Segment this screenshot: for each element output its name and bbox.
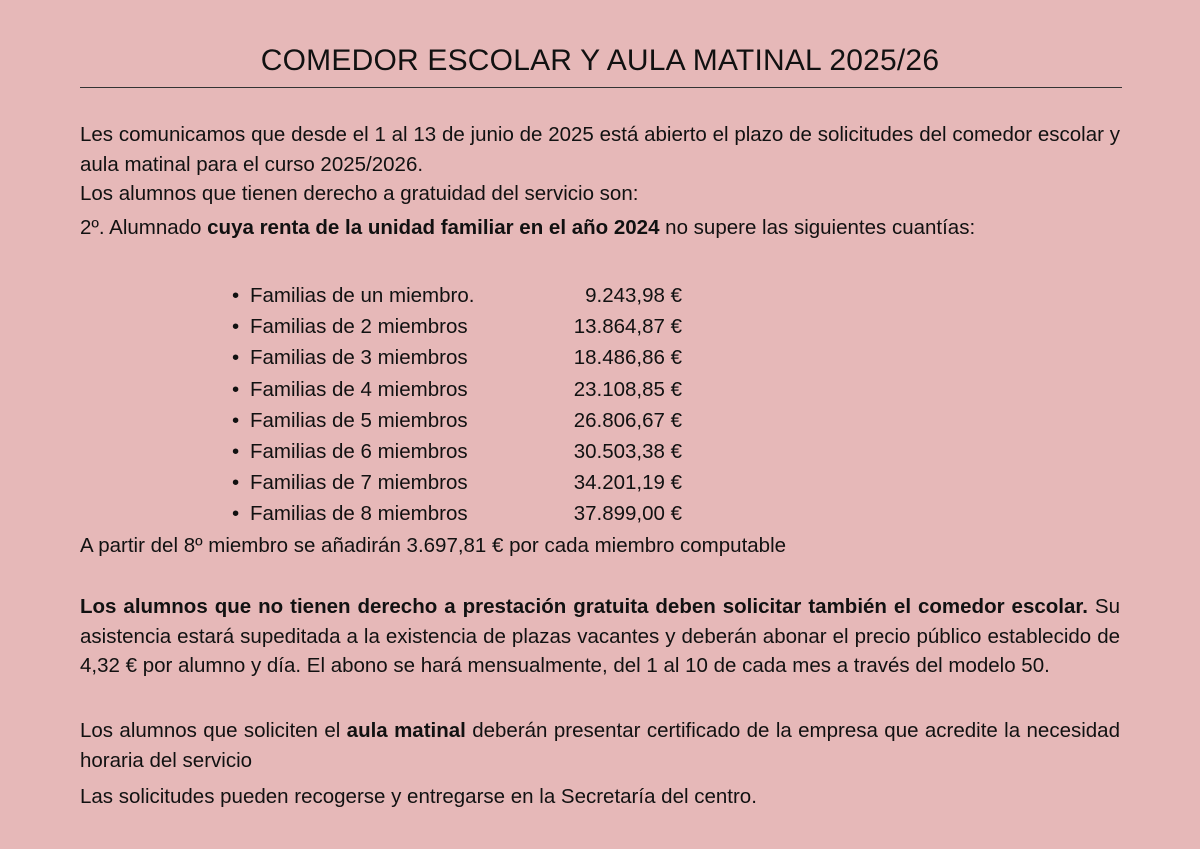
threshold-amount: 26.806,67 €: [573, 408, 682, 432]
extra-member-note: A partir del 8º miembro se añadirán 3.697,81 € por cada miembro computable: [80, 534, 787, 557]
income-bold: cuya renta de la unidad familiar en el año 2024: [207, 216, 660, 239]
threshold-label: Familias de 5 miembros: [250, 408, 468, 432]
threshold-row: [232, 405, 682, 436]
bullet-icon: •: [232, 346, 240, 370]
threshold-list: [232, 280, 682, 530]
free-service-line: Los alumnos que tienen derecho a gratuidad del servicio son:: [80, 182, 639, 205]
intro-paragraph: [80, 120, 1120, 179]
threshold-row: [232, 467, 682, 498]
bullet-icon: •: [232, 502, 240, 526]
threshold-label: Familias de 6 miembros: [250, 439, 468, 463]
matinal-paragraph: [80, 716, 1120, 775]
threshold-label: Familias de 3 miembros: [250, 346, 468, 370]
bullet-icon: •: [232, 377, 240, 401]
threshold-row: [232, 280, 682, 311]
threshold-label: Familias de 4 miembros: [250, 377, 468, 401]
bullet-icon: •: [232, 284, 240, 307]
income-suffix: no supere las siguientes cuantías:: [659, 216, 976, 239]
threshold-label: Familias de 8 miembros: [250, 502, 468, 526]
matinal-suffix: deberán presentar certificado de la empresa que acredite la necesidad horaria del servicio: [80, 719, 1120, 772]
threshold-amount: 23.108,85 €: [573, 377, 682, 401]
threshold-amount: 9.243,98 €: [585, 284, 682, 307]
threshold-row: [232, 436, 682, 467]
threshold-row: [232, 342, 682, 373]
bullet-icon: •: [232, 471, 240, 495]
income-criterion: [80, 213, 1120, 243]
income-prefix: 2º. Alumnado: [80, 216, 208, 239]
threshold-amount: 37.899,00 €: [573, 502, 682, 526]
bullet-icon: •: [232, 439, 240, 463]
threshold-amount: 13.864,87 €: [573, 315, 682, 339]
threshold-row: [232, 374, 682, 405]
threshold-label: Familias de un miembro.: [250, 284, 475, 307]
threshold-amount: 18.486,86 €: [573, 346, 682, 370]
nonfree-text: Su asistencia estará supeditada a la existencia de plazas vacantes y deberán abonar el precio público establecido de 4,32 € por alumno y día. El abono se hará mensualmente, del 1 al 10 de cada mes a través del modelo 50.: [80, 595, 1120, 677]
page-title: COMEDOR ESCOLAR Y AULA MATINAL 2025/26: [260, 44, 940, 77]
threshold-row: [232, 311, 682, 342]
threshold-row: [232, 498, 682, 529]
threshold-label: Familias de 7 miembros: [250, 471, 468, 495]
bullet-icon: •: [232, 315, 240, 339]
nonfree-bold: Los alumnos que no tienen derecho a prestación gratuita deben solicitar también el comedor escolar.: [80, 595, 1088, 618]
threshold-label: Familias de 2 miembros: [250, 315, 468, 339]
closing-line: Las solicitudes pueden recogerse y entregarse en la Secretaría del centro.: [80, 785, 757, 808]
matinal-prefix: Los alumnos que soliciten el: [80, 719, 347, 742]
bullet-icon: •: [232, 408, 240, 432]
intro-text: Les comunicamos que desde el 1 al 13 de junio de 2025 está abierto el plazo de solicitudes del comedor escolar y aula matinal para el curso 2025/2026.: [80, 123, 1120, 176]
nonfree-paragraph: [80, 592, 1120, 681]
threshold-amount: 30.503,38 €: [573, 439, 682, 463]
title-divider: [80, 87, 1122, 88]
matinal-bold: aula matinal: [346, 719, 466, 742]
threshold-amount: 34.201,19 €: [573, 471, 682, 495]
